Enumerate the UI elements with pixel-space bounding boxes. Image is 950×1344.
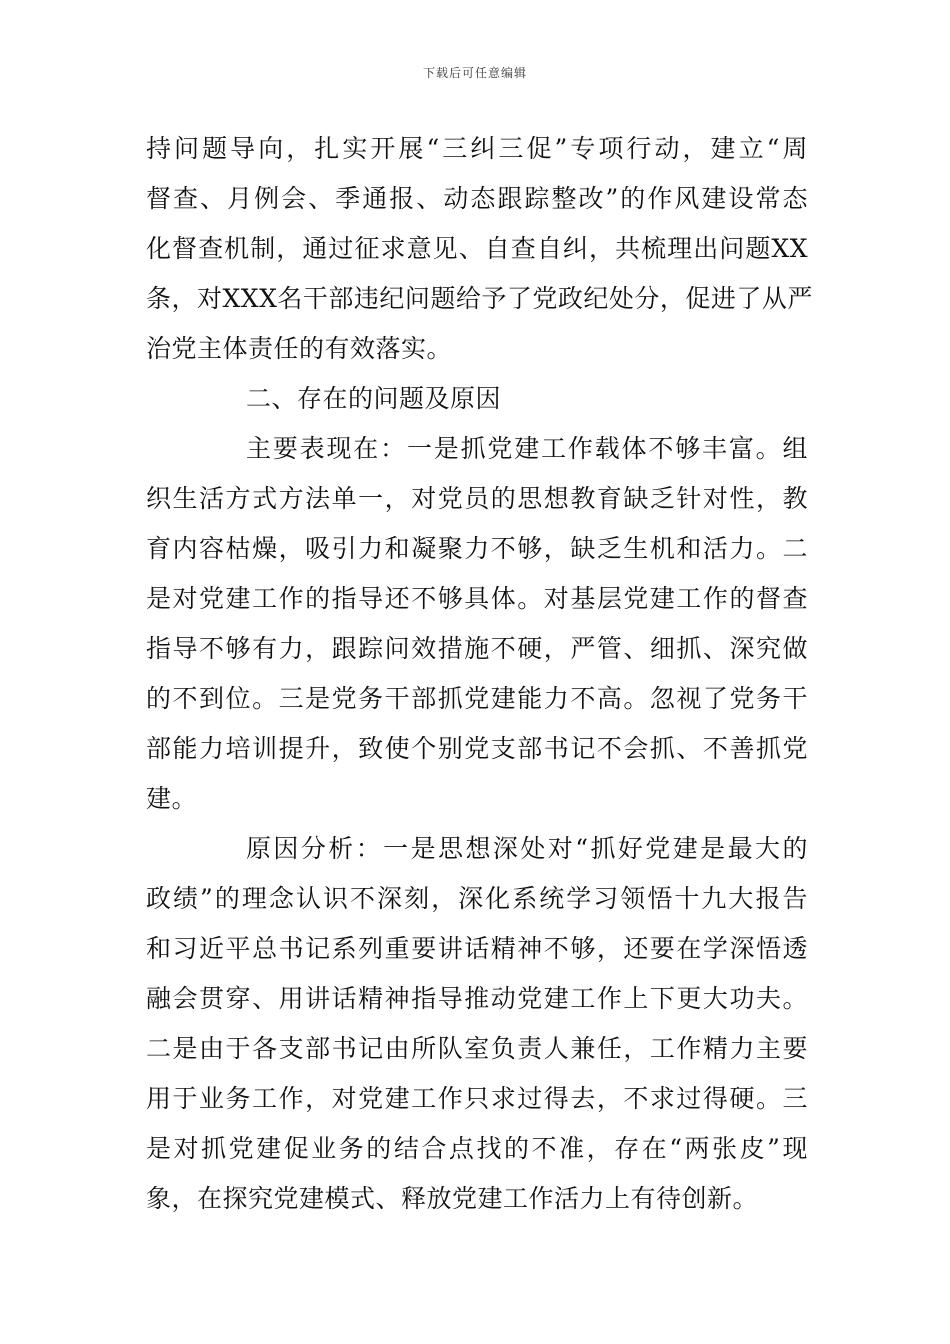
paragraph-manifestations — [146, 424, 808, 824]
text-line: 和习近平总书记系列重要讲话精神不够，还要在学深悟透 — [146, 934, 808, 963]
text-line: 政绩”的理念认识不深刻，深化系统学习领悟十九大报告 — [146, 884, 808, 913]
text-line: 的不到位。三是党务干部抓党建能力不高。忽视了党务干 — [146, 684, 808, 713]
text-line: 是对党建工作的指导还不够具体。对基层党建工作的督查 — [146, 584, 808, 613]
section-heading — [146, 374, 808, 424]
paragraph-conclusion — [146, 124, 813, 374]
text-line: 融会贯穿、用讲话精神指导推动党建工作上下更大功夫。 — [146, 984, 808, 1013]
text-line: 织生活方式方法单一，对党员的思想教育缺乏针对性，教 — [146, 484, 808, 513]
text-line: 持问题导向，扎实开展“三纠三促”专项行动，建立“周 — [146, 134, 808, 163]
text-line: 是对抓党建促业务的结合点找的不准，存在“两张皮”现 — [146, 1134, 808, 1163]
text-line: 二是由于各支部书记由所队室负责人兼任，工作精力主要 — [146, 1034, 808, 1063]
text-line: 部能力培训提升，致使个别党支部书记不会抓、不善抓党 — [146, 734, 808, 763]
text-line: 象，在探究党建模式、释放党建工作活力上有待创新。 — [146, 1184, 759, 1213]
text-line: 建。 — [146, 784, 198, 813]
text-line: 育内容枯燥，吸引力和凝聚力不够，缺乏生机和活力。二 — [146, 534, 808, 563]
page-header: 下载后可任意编辑 — [422, 66, 527, 80]
paragraph-cause-analysis — [146, 824, 808, 1224]
text-line: 治党主体责任的有效落实。 — [146, 334, 453, 363]
text-line: 条，对XXX名干部违纪问题给予了党政纪处分，促进了从严 — [146, 284, 813, 313]
text-line: 主要表现在：一是抓党建工作载体不够丰富。组 — [246, 434, 808, 463]
text-line: 化督查机制，通过征求意见、自查自纠，共梳理出问题XX — [146, 234, 808, 263]
text-line: 用于业务工作，对党建工作只求过得去，不求过得硬。三 — [146, 1084, 808, 1113]
section-heading-text: 二、存在的问题及原因 — [246, 384, 502, 413]
text-line: 原因分析：一是思想深处对“抓好党建是最大的 — [246, 834, 808, 863]
text-line: 指导不够有力，跟踪问效措施不硬，严管、细抓、深究做 — [146, 634, 808, 663]
text-line: 督查、月例会、季通报、动态跟踪整改”的作风建设常态 — [146, 184, 808, 213]
document-body — [146, 124, 813, 1224]
